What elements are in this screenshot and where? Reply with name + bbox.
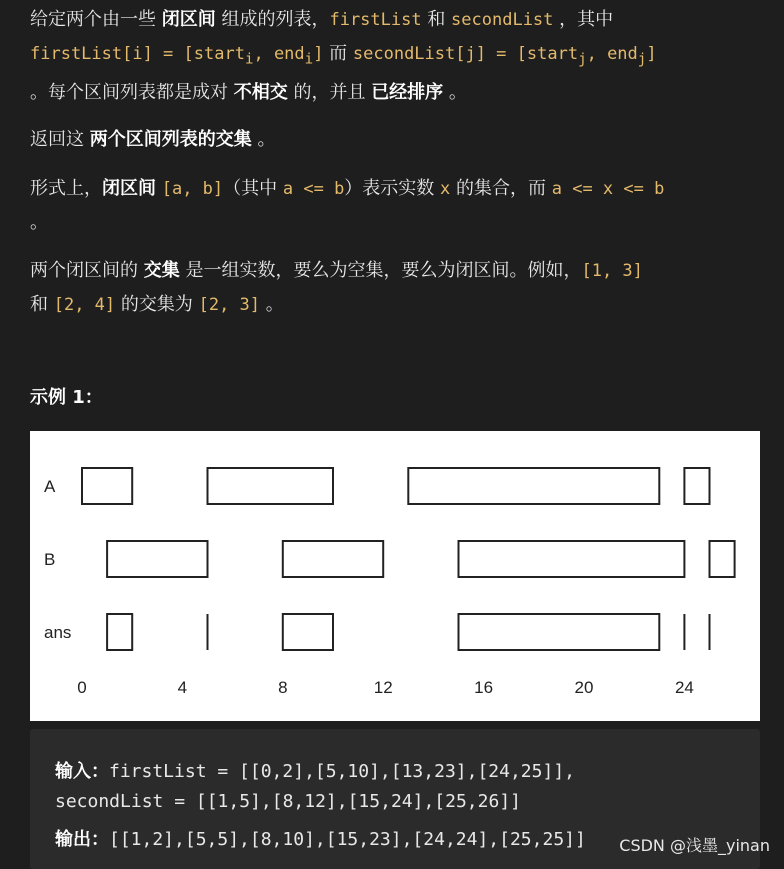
text: 的集合，而 — [450, 178, 552, 199]
text: 组成的列表， — [215, 9, 330, 30]
text: 。 — [251, 129, 276, 150]
axis-tick-label: 8 — [278, 678, 288, 697]
interval-diagram — [30, 431, 760, 721]
interval-bar — [459, 541, 685, 577]
text: 和 — [421, 9, 452, 30]
text: 。 — [260, 294, 284, 315]
output-value: [[1,2],[5,5],[8,10],[15,23],[24,24],[25,25]] — [109, 829, 586, 850]
row-label-ans: ans — [44, 623, 72, 642]
text: 。 — [443, 82, 467, 104]
inline-code: x — [440, 179, 451, 199]
axis-tick-label: 0 — [77, 678, 87, 697]
bold-text: 闭区间 — [102, 178, 156, 199]
interval-bar — [107, 541, 207, 577]
text: 而 — [323, 43, 353, 64]
text: 。每个区间列表都是成对 — [30, 82, 234, 104]
example-title: 示例 1： — [30, 387, 103, 408]
input-label: 输入： — [55, 761, 109, 782]
inline-code: a <= x <= b — [551, 179, 665, 199]
inline-code: firstList[i] = [start$_i$, end$_i$] — [30, 44, 324, 68]
problem-paragraph-4 — [30, 254, 770, 322]
interval-diagram-svg — [30, 431, 760, 721]
axis-tick-label: 4 — [177, 678, 188, 697]
interval-bar — [459, 614, 660, 650]
inline-code: [a, b] — [161, 179, 224, 199]
watermark: CSDN @浅墨_yinan — [619, 836, 770, 855]
text: 的交集为 — [115, 294, 199, 315]
interval-bar — [82, 468, 132, 504]
row-label-B: B — [44, 550, 56, 569]
problem-paragraph-1 — [30, 3, 770, 110]
axis-tick-label: 16 — [474, 678, 494, 697]
interval-bar — [107, 614, 132, 650]
text: ）表示实数 — [344, 178, 441, 199]
bold-text: 交集 — [143, 260, 180, 281]
interval-bar — [710, 541, 735, 577]
inline-code: secondList — [451, 10, 554, 30]
axis-tick-label: 24 — [674, 678, 694, 697]
interval-bar — [208, 468, 334, 504]
axis-tick-label: 20 — [574, 678, 594, 697]
input-line-1 — [55, 757, 575, 783]
problem-paragraph-3 — [30, 172, 770, 240]
interval-bar — [283, 541, 383, 577]
text: 返回这 — [30, 129, 90, 150]
bold-text: 两个区间列表的交集 — [89, 129, 252, 150]
bold-text: 不相交 — [233, 82, 288, 104]
input-line-2: secondList = [[1,5],[8,12],[15,24],[25,26]] — [55, 791, 521, 812]
text: （其中 — [223, 178, 283, 199]
interval-bar — [283, 614, 333, 650]
inline-code: [2, 4] — [53, 295, 116, 315]
text: 和 — [30, 294, 54, 315]
inline-code: [2, 3] — [198, 295, 261, 315]
text: 。 — [30, 212, 48, 233]
inline-code: secondList[j] = [start$_j$, end$_j$] — [352, 44, 657, 68]
bold-text: 已经排序 — [371, 82, 444, 104]
inline-code: a <= b — [282, 179, 345, 199]
inline-code: firstList — [329, 10, 422, 30]
text: 是一组实数，要么为空集，要么为闭区间。例如， — [179, 260, 582, 281]
text: ，其中 — [553, 9, 614, 30]
axis-tick-label: 12 — [373, 678, 393, 697]
inline-code: [1, 3] — [581, 261, 643, 281]
text: 形式上， — [30, 178, 102, 199]
row-label-A: A — [44, 477, 56, 496]
output-line — [55, 825, 586, 851]
text: 两个闭区间的 — [30, 260, 144, 281]
input-value: firstList = [[0,2],[5,10],[13,23],[24,25]], — [109, 761, 575, 782]
text: 的，并且 — [287, 82, 372, 104]
bold-text: 闭区间 — [161, 9, 216, 30]
text: 给定两个由一些 — [30, 9, 162, 30]
problem-paragraph-2 — [30, 123, 275, 157]
interval-bar — [684, 468, 709, 504]
interval-bar — [408, 468, 659, 504]
output-label: 输出： — [55, 829, 109, 850]
